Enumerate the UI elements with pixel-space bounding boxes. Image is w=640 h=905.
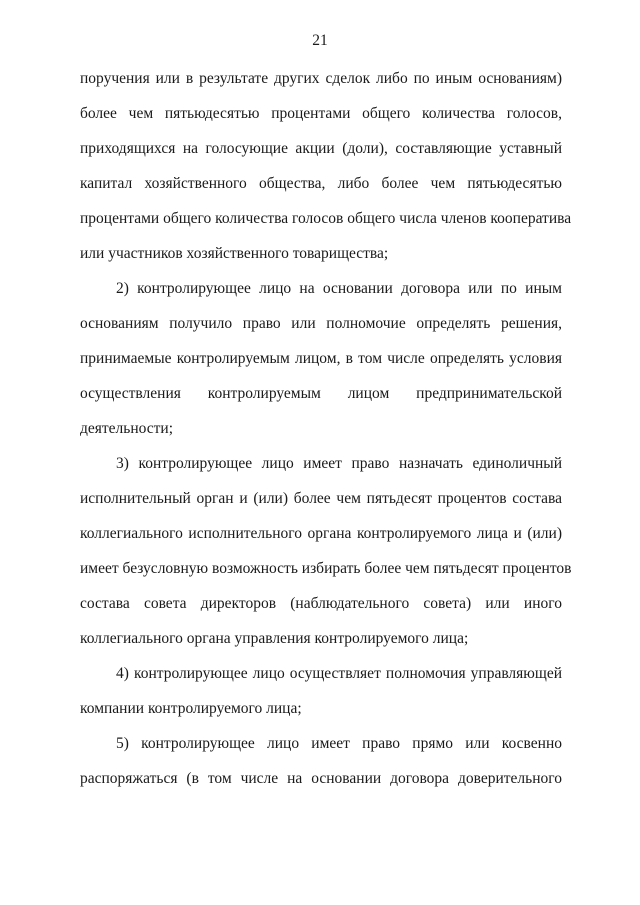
- text-line: основаниям получило право или полномочие определять решения,: [80, 315, 562, 332]
- text-line: состава совета директоров (наблюдательного совета) или иного: [80, 595, 562, 612]
- text-line: деятельности;: [80, 420, 174, 437]
- paragraph-start-line: 2) контролирующее лицо на основании договора или по иным: [116, 280, 562, 297]
- text-line: распоряжаться (в том числе на основании договора доверительного: [80, 770, 562, 787]
- paragraph-start-line: 3) контролирующее лицо имеет право назначать единоличный: [116, 455, 562, 472]
- text-line: более чем пятьюдесятью процентами общего количества голосов,: [80, 105, 562, 122]
- page-number: 21: [312, 32, 328, 49]
- text-line: поручения или в результате других сделок либо по иным основаниям): [80, 70, 562, 87]
- text-line: капитал хозяйственного общества, либо более чем пятьюдесятью: [80, 175, 562, 192]
- text-line: принимаемые контролируемым лицом, в том числе определять условия: [80, 350, 562, 367]
- paragraph-start-line: 4) контролирующее лицо осуществляет полномочия управляющей: [116, 665, 562, 682]
- text-line: коллегиального органа управления контролируемого лица;: [80, 630, 469, 647]
- text-line: процентами общего количества голосов общего числа членов кооператива: [80, 210, 572, 227]
- text-line: приходящихся на голосующие акции (доли), составляющие уставный: [80, 140, 562, 157]
- text-line: осуществления контролируемым лицом предпринимательской: [80, 385, 562, 402]
- text-line: коллегиального исполнительного органа контролируемого лица и (или): [80, 525, 562, 542]
- text-line: или участников хозяйственного товарищества;: [80, 245, 389, 262]
- text-line: имеет безусловную возможность избирать более чем пятьдесят процентов: [80, 560, 572, 577]
- text-line: исполнительный орган и (или) более чем пятьдесят процентов состава: [80, 490, 562, 507]
- text-line: компании контролируемого лица;: [80, 700, 302, 717]
- paragraph-start-line: 5) контролирующее лицо имеет право прямо или косвенно: [116, 735, 562, 752]
